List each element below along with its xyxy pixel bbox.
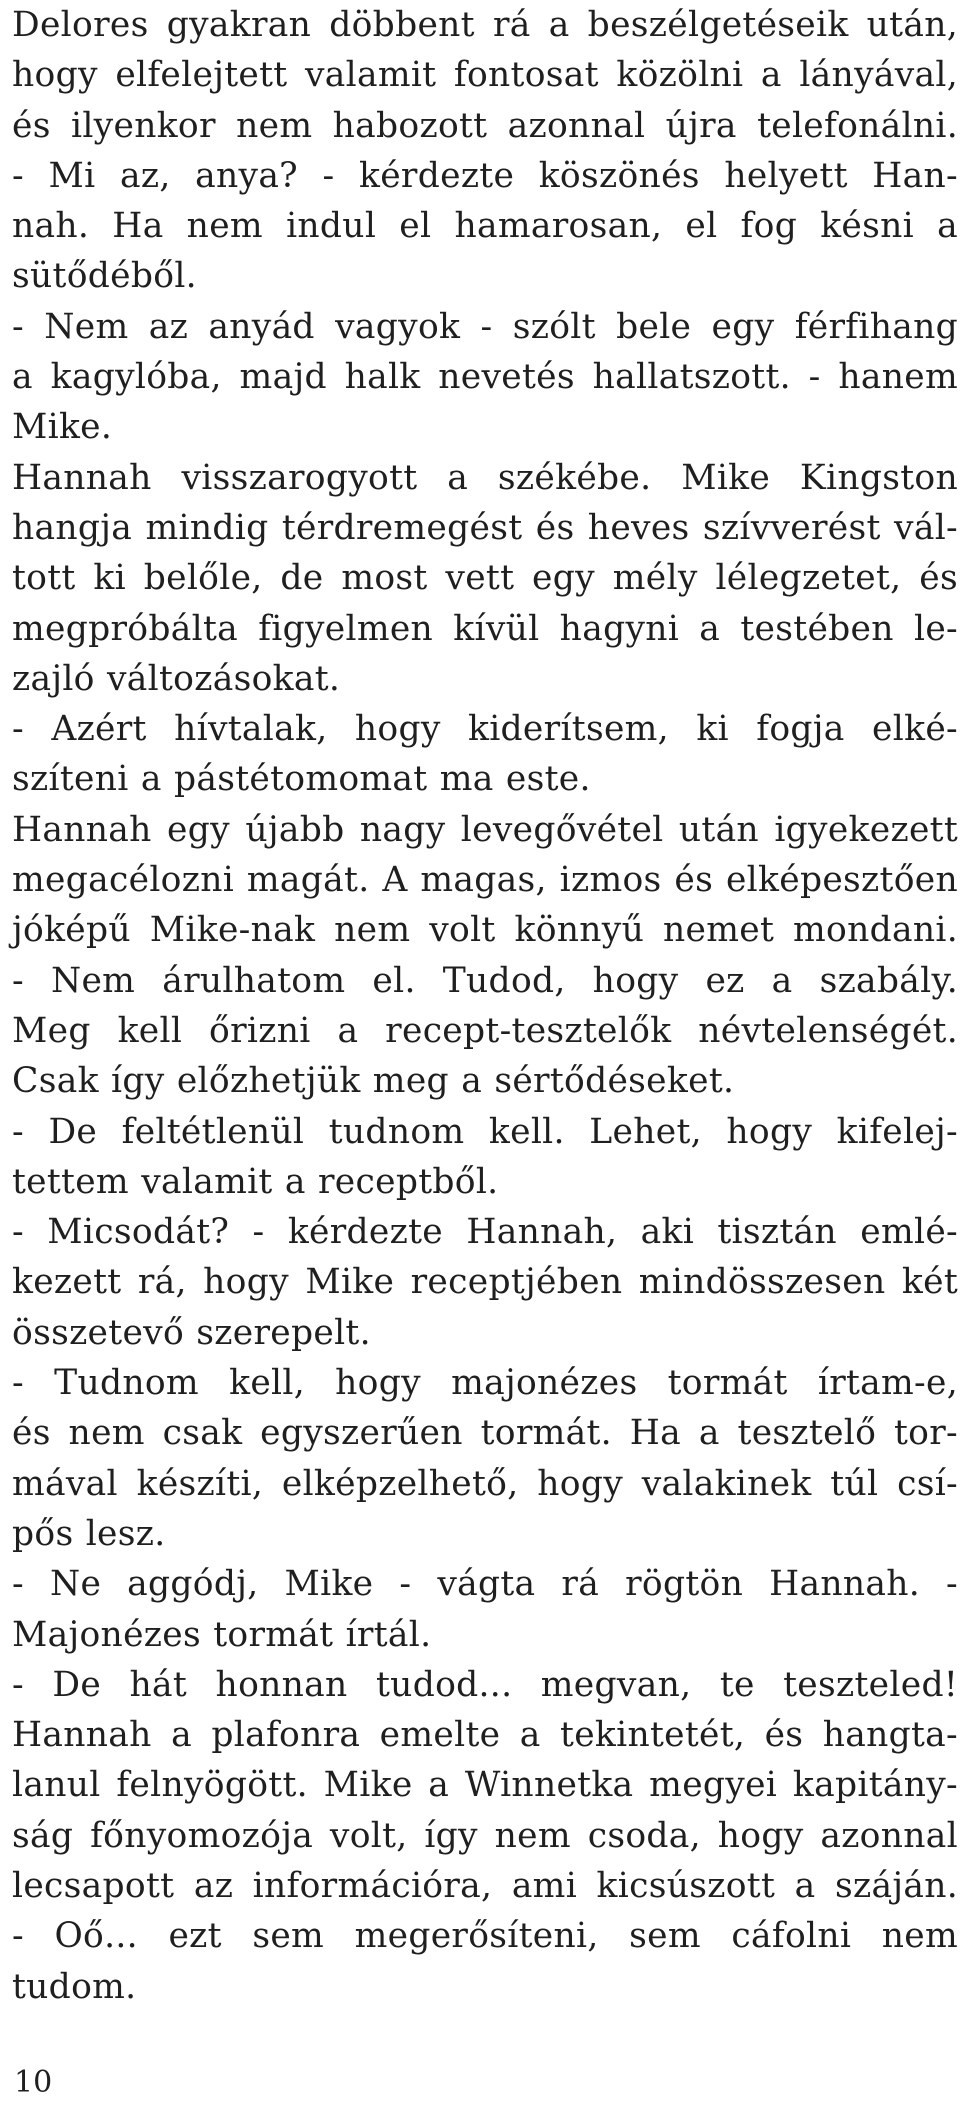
text-line: nah. Ha nem indul el hamarosan, el fog késni a [12,206,958,247]
text-line: - Azért hívtalak, hogy kiderítsem, ki fogja elké- [12,709,958,750]
text-line: lanul felnyögött. Mike a Winnetka megyei kapitány- [12,1765,958,1806]
text-line: mával készíti, elképzelhető, hogy valakinek túl csí- [12,1463,958,1504]
text-line: és nem csak egyszerűen tormát. Ha a tesztelő tor- [12,1413,958,1454]
text-line: megacélozni magát. A magas, izmos és elképesztően [12,860,958,901]
text-line: - De feltétlenül tudnom kell. Lehet, hogy kifelej- [12,1111,958,1152]
text-line: ság főnyomozója volt, így nem csoda, hogy azonnal [12,1815,958,1856]
text-line: - Tudnom kell, hogy majonézes tormát írtam-e, [12,1363,958,1404]
text-line: Hannah visszarogyott a székébe. Mike Kingston [12,457,958,498]
text-line: szíteni a pástétomomat ma este. [12,759,591,800]
text-line: összetevő szerepelt. [12,1312,371,1353]
text-line: tudom. [12,1966,137,2007]
text-line: Csak így előzhetjük meg a sértődéseket. [12,1061,735,1102]
text-line: - Ne aggódj, Mike - vágta rá rögtön Hannah. - [12,1564,958,1605]
text-line: Majonézes tormát írtál. [12,1614,432,1655]
page-number: 10 [14,2065,53,2100]
text-line: - Micsodát? - kérdezte Hannah, aki tisztán emlé- [12,1212,958,1253]
text-line: Delores gyakran döbbent rá a beszélgetéseik után, [12,5,958,45]
text-line: - Nem az anyád vagyok - szólt bele egy férfihang [12,306,958,347]
text-line: Hannah egy újabb nagy levegővétel után igyekezett [12,809,958,850]
text-line: sütődéből. [12,256,197,297]
text-line: - De hát honnan tudod... megvan, te teszteled! [12,1664,958,1705]
text-line: - Mi az, anya? - kérdezte köszönés helyett Han- [12,155,958,196]
text-line: - Oő... ezt sem megerősíteni, sem cáfolni nem [12,1916,958,1957]
text-line: Hannah a plafonra emelte a tekintetét, és hangta- [12,1715,958,1756]
text-line: pős lesz. [12,1513,166,1554]
text-line: megpróbálta figyelmen kívül hagyni a testében le- [12,608,958,649]
text-line: - Nem árulhatom el. Tudod, hogy ez a szabály. [12,960,958,1001]
text-line: tott ki belőle, de most vett egy mély lélegzetet, és [12,558,958,599]
text-line: és ilyenkor nem habozott azonnal újra telefonálni. [12,105,958,146]
text-line: kezett rá, hogy Mike receptjében mindösszesen két [12,1262,958,1303]
text-line: lecsapott az információra, ami kicsúszott a száján. [12,1865,958,1906]
body-text [12,0,958,2012]
text-line: Meg kell őrizni a recept-tesztelők névtelenségét. [12,1010,958,1051]
text-line: hogy elfelejtett valamit fontosat közölni a lányával, [12,55,958,96]
text-line: a kagylóba, majd halk nevetés hallatszott. - hanem [12,357,958,398]
text-line: zajló változásokat. [12,658,341,699]
text-line: tettem valamit a receptből. [12,1161,499,1202]
text-line: Mike. [12,407,113,448]
text-line: hangja mindig térdremegést és heves szívverést vál- [12,507,958,548]
text-line: jóképű Mike-nak nem volt könnyű nemet mondani. [12,910,958,951]
